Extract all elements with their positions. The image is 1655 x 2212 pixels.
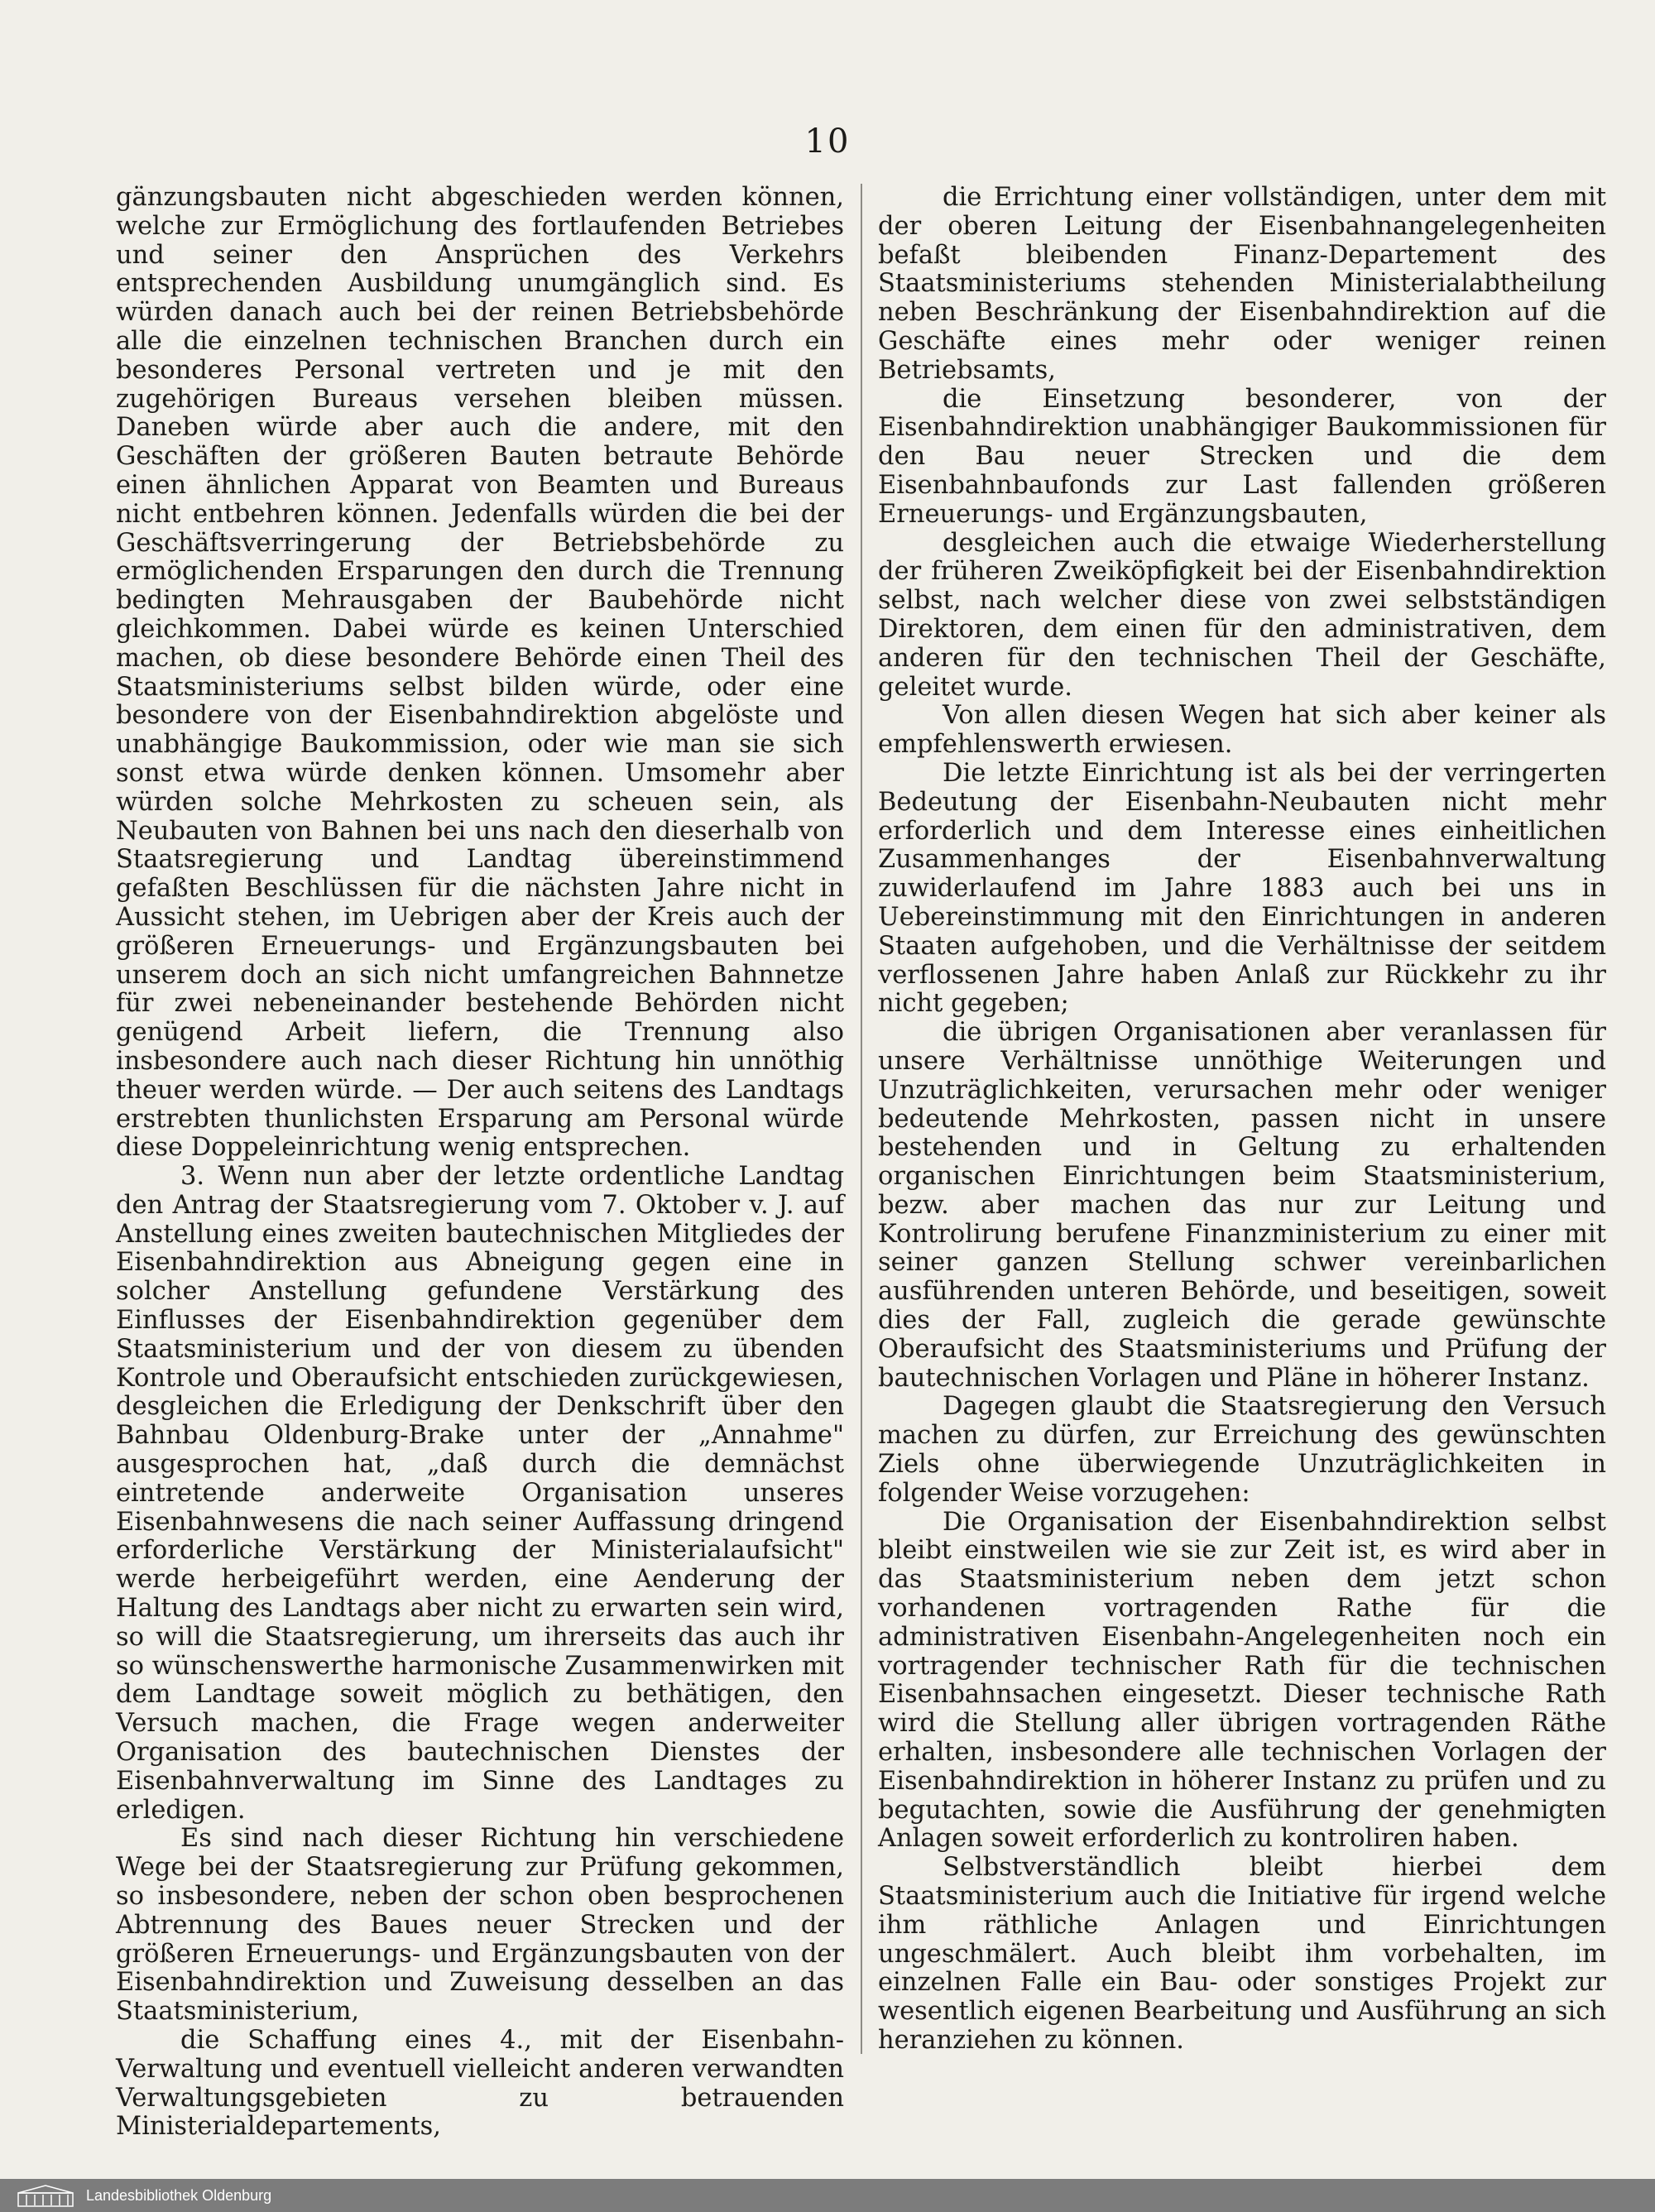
column-divider <box>861 184 862 2054</box>
right-paragraph-6: die übrigen Organisationen aber veranlassen für unsere Verhältnisse unnöthige Weiterungen und Unzuträglichkeiten, verursachen mehr oder weniger bedeutende Mehrkosten, passen nicht in unsere bestehenden und in Geltung zu erhaltenden organischen Einrichtungen beim Staatsministerium, bezw. aber machen das nur zur Leitung und Kontrolirung berufene Finanzministerium zu einer mit seiner ganzen Stellung schwer vereinbarlichen ausführenden unteren Behörde, und beseitigen, soweit dies der Fall, zugleich die gerade gewünschte Oberaufsicht des Staatsministeriums und Prüfung der bautechnischen Vorlagen und Pläne in höherer Instanz. <box>878 1018 1606 1393</box>
page-number: 10 <box>804 122 851 161</box>
right-paragraph-4: Von allen diesen Wegen hat sich aber keiner als empfehlenswerth erwiesen. <box>878 701 1606 760</box>
right-paragraph-9: Selbstverständlich bleibt hierbei dem Staatsministerium auch die Initiative für irgend welche ihm räthliche Anlagen und Einrichtungen ungeschmälert. Auch bleibt ihm vorbehalten, im einzelnen Falle ein Bau- oder sonstiges Projekt zur wesentlich eigenen Bearbeitung und Ausführung an sich heranziehen zu können. <box>878 1853 1606 2055</box>
right-paragraph-1: die Errichtung einer vollständigen, unter dem mit der oberen Leitung der Eisenbahnangelegenheiten befaßt bleibenden Finanz-Departement des Staatsministeriums stehenden Ministerialabtheilung neben Beschränkung der Eisenbahndirektion auf die Geschäfte eines mehr oder weniger reinen Betriebsamts, <box>878 183 1606 385</box>
library-footer <box>0 2179 1655 2212</box>
library-building-icon <box>17 2183 74 2208</box>
left-paragraph-3: Es sind nach dieser Richtung hin verschiedene Wege bei der Staatsregierung zur Prüfung gekommen, so insbesondere, neben der schon oben besprochenen Abtrennung des Baues neuer Strecken und der größeren Erneuerungs- und Ergänzungsbauten von der Eisenbahndirektion und Zuweisung desselben an das Staatsministerium, <box>116 1824 844 2027</box>
right-paragraph-8: Die Organisation der Eisenbahndirektion selbst bleibt einstweilen wie sie zur Zeit ist, es wird aber in das Staatsministerium neben dem jetzt schon vorhandenen vortragenden Rathe für die administrativen Eisenbahn-Angelegenheiten noch ein vortragender technischer Rath für die technischen Eisenbahnsachen eingesetzt. Dieser technische Rath wird die Stellung aller übrigen vortragenden Räthe erhalten, insbesondere alle technischen Vorlagen der Eisenbahndirektion in höherer Instanz zu prüfen und zu begutachten, sowie die Ausführung der genehmigten Anlagen soweit erforderlich zu kontroliren haben. <box>878 1507 1606 1854</box>
right-paragraph-3: desgleichen auch die etwaige Wiederherstellung der früheren Zweiköpfigkeit bei der Eisenbahndirektion selbst, nach welcher diese von zwei selbstständigen Direktoren, dem einen für den administrativen, dem anderen für den technischen Theil der Geschäfte, geleitet wurde. <box>878 528 1606 702</box>
left-text-column <box>116 184 844 2142</box>
right-paragraph-5: Die letzte Einrichtung ist als bei der verringerten Bedeutung der Eisenbahn-Neubauten nicht mehr erforderlich und dem Interesse eines einheitlichen Zusammenhanges der Eisenbahnverwaltung zuwiderlaufend im Jahre 1883 auch bei uns in Uebereinstimmung mit den Einrichtungen in anderen Staaten aufgehoben, und die Verhältnisse der seitdem verflossenen Jahre haben Anlaß zur Rückkehr zu ihr nicht gegeben; <box>878 758 1606 1019</box>
library-name: Landesbibliothek Oldenburg <box>86 2186 272 2204</box>
right-paragraph-2: die Einsetzung besonderer, von der Eisenbahndirektion unabhängiger Baukommissionen für den Bau neuer Strecken und die dem Eisenbahnbaufonds zur Last fallenden größeren Erneuerungs- und Ergänzungsbauten, <box>878 384 1606 529</box>
right-paragraph-7: Dagegen glaubt die Staatsregierung den Versuch machen zu dürfen, zur Erreichung des gewünschten Ziels ohne überwiegende Unzuträglichkeiten in folgender Weise vorzugehen: <box>878 1392 1606 1508</box>
right-text-column <box>878 184 1606 2056</box>
left-paragraph-4: die Schaffung eines 4., mit der Eisenbahn-Verwaltung und eventuell vielleicht anderen verwandten Verwaltungsgebieten zu betrauenden Ministerialdepartements, <box>116 2026 844 2142</box>
left-paragraph-1: gänzungsbauten nicht abgeschieden werden können, welche zur Ermöglichung des fortlaufenden Betriebes und seiner den Ansprüchen des Verkehrs entsprechenden Ausbildung unumgänglich sind. Es würden danach auch bei der reinen Betriebsbehörde alle die einzelnen technischen Branchen durch ein besonderes Personal vertreten und je mit den zugehörigen Bureaus versehen bleiben müssen. Daneben würde aber auch die andere, mit den Geschäften der größeren Bauten betraute Behörde einen ähnlichen Apparat von Beamten und Bureaus nicht entbehren können. Jedenfalls würden die bei der Geschäftsverringerung der Betriebsbehörde zu ermöglichenden Ersparungen den durch die Trennung bedingten Mehrausgaben der Baubehörde nicht gleichkommen. Dabei würde es keinen Unterschied machen, ob diese besondere Behörde einen Theil des Staatsministeriums selbst bilden würde, oder eine besondere von der Eisenbahndirektion abgelöste und unabhängige Baukommission, oder wie man sie sich sonst etwa würde denken können. Umsomehr aber würden solche Mehrkosten zu scheuen sein, als Neubauten von Bahnen bei uns nach den dieserhalb von Staatsregierung und Landtag übereinstimmend gefaßten Beschlüssen für die nächsten Jahre nicht in Aussicht stehen, im Uebrigen aber der Kreis auch der größeren Erneuerungs- und Ergänzungsbauten bei unserem doch an sich nicht umfangreichen Bahnnetze für zwei nebeneinander bestehende Behörden nicht genügend Arbeit liefern, die Trennung also insbesondere auch nach dieser Richtung hin unnöthig theuer werden würde. — Der auch seitens des Landtags erstrebten thunlichsten Ersparung am Personal würde diese Doppeleinrichtung wenig entsprechen. <box>116 183 844 1163</box>
left-paragraph-2: 3. Wenn nun aber der letzte ordentliche Landtag den Antrag der Staatsregierung vom 7. Oktober v. J. auf Anstellung eines zweiten bautechnischen Mitgliedes der Eisenbahndirektion aus Abneigung gegen eine in solcher Anstellung gefundene Verstärkung des Einflusses der Eisenbahndirektion gegenüber dem Staatsministerium und der von diesem zu übenden Kontrole und Oberaufsicht entschieden zurückgewiesen, desgleichen die Erledigung der Denkschrift über den Bahnbau Oldenburg-Brake unter der „Annahme" ausgesprochen hat, „daß durch die demnächst eintretende anderweite Organisation unseres Eisenbahnwesens die nach seiner Auffassung dringend erforderliche Verstärkung der Ministerialaufsicht" werde herbeigeführt werden, eine Aenderung der Haltung des Landtags aber nicht zu erwarten sein wird, so will die Staatsregierung, um ihrerseits das auch ihr so wünschenswerthe harmonische Zusammenwirken mit dem Landtage soweit möglich zu bethätigen, den Versuch machen, die Frage wegen anderweiter Organisation des bautechnischen Dienstes der Eisenbahnverwaltung im Sinne des Landtages zu erledigen. <box>116 1162 844 1825</box>
